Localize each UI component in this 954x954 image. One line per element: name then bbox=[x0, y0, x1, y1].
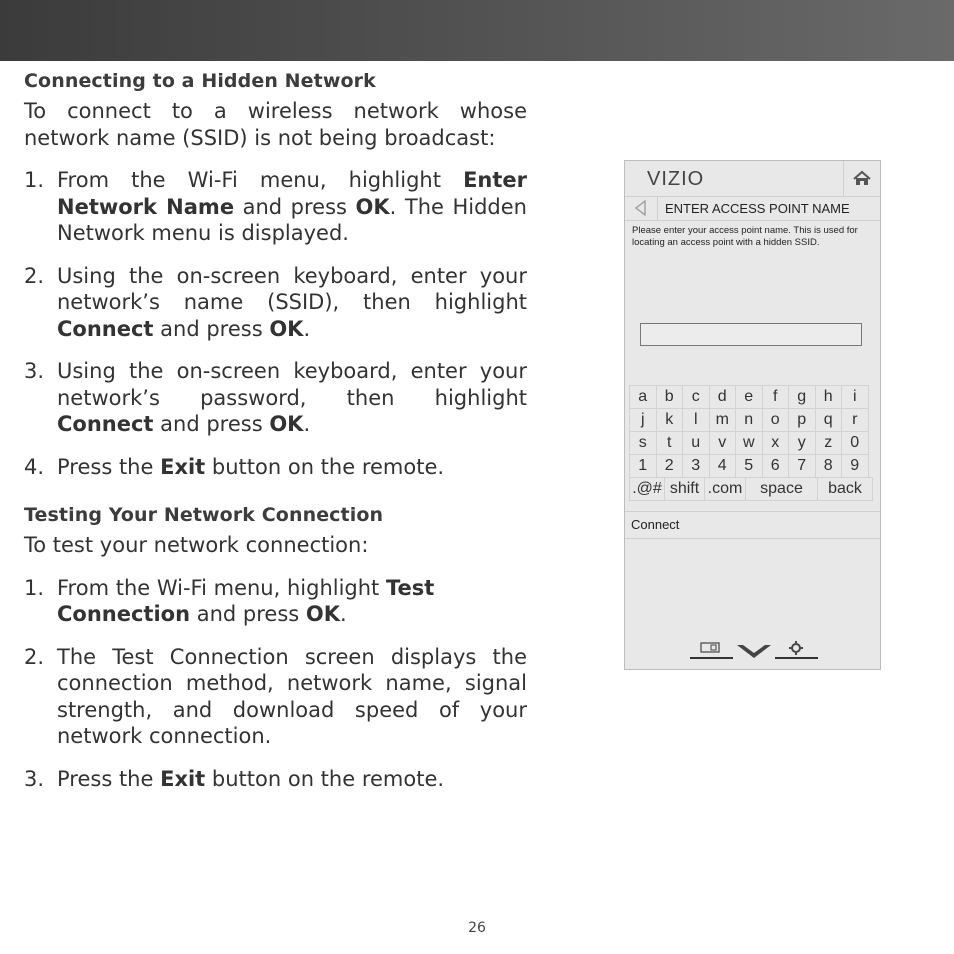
on-screen-keyboard bbox=[629, 385, 873, 500]
key[interactable]: 2 bbox=[656, 454, 684, 478]
key[interactable]: w bbox=[735, 431, 763, 455]
step-item: 3. Using the on-screen keyboard, enter your network’s password, then highlight Connect and press OK. bbox=[24, 359, 527, 436]
key[interactable]: u bbox=[682, 431, 710, 455]
menu-description: Please enter your access point name. This is used for locating an access point with a hidden SSID. bbox=[632, 225, 858, 248]
key[interactable]: 8 bbox=[815, 454, 843, 478]
key[interactable]: a bbox=[629, 385, 657, 409]
section-title-testing: Testing Your Network Connection bbox=[24, 504, 384, 526]
key[interactable]: 5 bbox=[735, 454, 763, 478]
tv-menu-panel bbox=[624, 160, 881, 670]
key[interactable]: p bbox=[788, 408, 816, 432]
dotcom-key[interactable]: .com bbox=[704, 477, 746, 501]
header-bar bbox=[0, 0, 954, 61]
section-lead-hidden-network: To connect to a wireless network whose network name (SSID) is not being broadcast: bbox=[24, 99, 527, 150]
key[interactable]: v bbox=[709, 431, 737, 455]
shift-key[interactable]: shift bbox=[664, 477, 705, 501]
key[interactable]: 1 bbox=[629, 454, 657, 478]
key[interactable]: h bbox=[815, 385, 843, 409]
space-key[interactable]: space bbox=[745, 477, 818, 501]
key[interactable]: b bbox=[656, 385, 684, 409]
step-item: 2. Using the on-screen keyboard, enter your network’s name (SSID), then highlight Connect and press OK. bbox=[24, 263, 527, 341]
vizio-v-icon[interactable] bbox=[735, 638, 773, 662]
tv-menu-footer bbox=[625, 638, 880, 662]
key[interactable]: 4 bbox=[709, 454, 737, 478]
connect-button[interactable] bbox=[625, 511, 880, 539]
key[interactable]: g bbox=[788, 385, 816, 409]
key[interactable]: y bbox=[788, 431, 816, 455]
key[interactable]: r bbox=[841, 408, 869, 432]
key[interactable]: e bbox=[735, 385, 763, 409]
symbols-key[interactable]: .@# bbox=[629, 477, 665, 501]
section-title-hidden-network: Connecting to a Hidden Network bbox=[24, 70, 376, 92]
step-item: 4. Press the Exit button on the remote. bbox=[24, 454, 445, 479]
key[interactable]: t bbox=[656, 431, 684, 455]
step-item: 2. The Test Connection screen displays the connection method, network name, signal strength, and download speed of your network connection. bbox=[24, 644, 527, 748]
vizio-logo: VIZIO bbox=[647, 168, 705, 190]
key[interactable]: l bbox=[682, 408, 710, 432]
key[interactable]: n bbox=[735, 408, 763, 432]
step-item: 1. From the Wi-Fi menu, highlight Test Connection and press OK. bbox=[24, 575, 435, 626]
key[interactable]: 6 bbox=[762, 454, 790, 478]
step-item: 3. Press the Exit button on the remote. bbox=[24, 766, 445, 791]
key[interactable]: c bbox=[682, 385, 710, 409]
key[interactable]: z bbox=[815, 431, 843, 455]
section-lead-testing: To test your network connection: bbox=[24, 533, 369, 557]
key[interactable]: 9 bbox=[841, 454, 869, 478]
tv-menu-header bbox=[625, 161, 880, 197]
back-button[interactable] bbox=[625, 196, 658, 220]
key[interactable]: q bbox=[815, 408, 843, 432]
menu-title: ENTER ACCESS POINT NAME bbox=[665, 201, 850, 216]
key[interactable]: o bbox=[762, 408, 790, 432]
key[interactable]: f bbox=[762, 385, 790, 409]
key[interactable]: k bbox=[656, 408, 684, 432]
wide-screen-icon[interactable] bbox=[689, 638, 735, 662]
testing-steps bbox=[24, 575, 527, 793]
connect-label: Connect bbox=[631, 517, 680, 532]
settings-icon[interactable] bbox=[773, 638, 819, 662]
home-button[interactable] bbox=[843, 161, 880, 196]
access-point-name-input[interactable] bbox=[640, 323, 862, 346]
key[interactable]: d bbox=[709, 385, 737, 409]
key[interactable]: x bbox=[762, 431, 790, 455]
key[interactable]: 7 bbox=[788, 454, 816, 478]
key[interactable]: 3 bbox=[682, 454, 710, 478]
content-column bbox=[24, 70, 527, 792]
key[interactable]: i bbox=[841, 385, 869, 409]
hidden-network-steps bbox=[24, 167, 527, 480]
page-number: 26 bbox=[468, 920, 486, 936]
backspace-key[interactable]: back bbox=[817, 477, 873, 501]
step-item: 1. From the Wi-Fi menu, highlight Enter Network Name and press OK. The Hidden Network menu is displayed. bbox=[24, 168, 527, 245]
key[interactable]: j bbox=[629, 408, 657, 432]
key[interactable]: m bbox=[709, 408, 737, 432]
home-icon bbox=[844, 161, 880, 196]
key[interactable]: s bbox=[629, 431, 657, 455]
tv-menu-subheader bbox=[625, 196, 880, 221]
key[interactable]: 0 bbox=[841, 431, 869, 455]
left-arrow-icon bbox=[625, 196, 657, 220]
